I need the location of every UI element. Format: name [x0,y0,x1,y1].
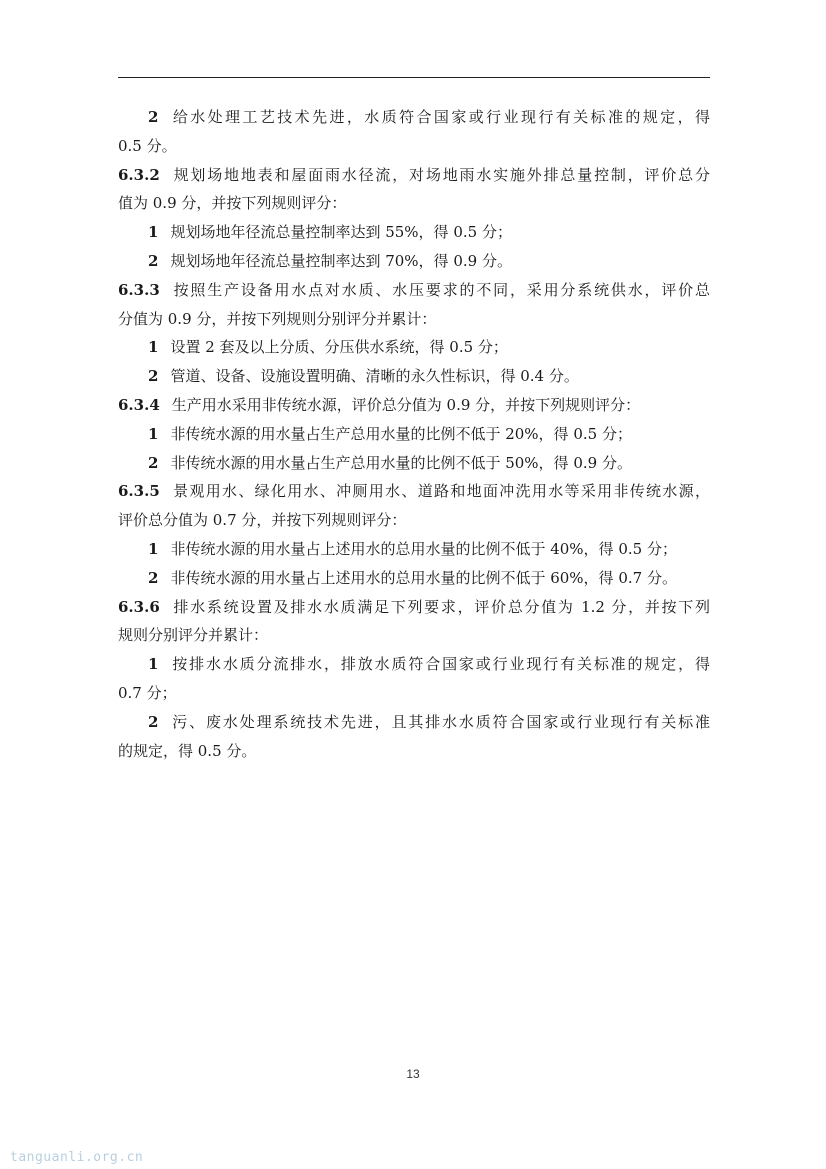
item-text-cont: 0.5 分。 [118,136,177,155]
watermark-text: tanguanli.org.cn [10,1150,144,1165]
clause-text-cont: 规则分别评分并累计： [118,626,269,645]
item-text: 非传统水源的用水量占上述用水的总用水量的比例不低于 60%，得 0.7 分。 [170,568,677,587]
clause-text-cont: 值为 0.9 分，并按下列规则评分： [118,194,347,213]
list-item [118,333,710,362]
item-text-cont: 0.7 分； [118,683,177,702]
item-text: 给水处理工艺技术先进，水质符合国家或行业现行有关标准的规定，得 [170,108,710,126]
item-number: 2 [148,108,159,126]
page-content [118,103,710,765]
clause-text-cont: 分值为 0.9 分，并按下列规则分别评分并累计： [118,309,437,328]
clause-6-3-6 [118,593,710,651]
item-number: 2 [148,568,159,587]
item-text: 非传统水源的用水量占生产总用水量的比例不低于 20%，得 0.5 分； [170,424,632,443]
item-text-cont: 的规定，得 0.5 分。 [118,741,257,760]
item-text: 设置 2 套及以上分质、分压供水系统，得 0.5 分； [170,338,508,357]
item-number: 2 [148,251,159,270]
item-text: 非传统水源的用水量占生产总用水量的比例不低于 50%，得 0.9 分。 [170,453,632,472]
list-item [118,218,710,247]
clause-text: 景观用水、绿化用水、冲厕用水、道路和地面冲洗用水等采用非传统水源， [171,482,710,501]
item-text: 非传统水源的用水量占上述用水的总用水量的比例不低于 40%，得 0.5 分； [170,539,677,558]
clause-6-3-2 [118,161,710,219]
list-item [118,708,710,766]
list-item [118,247,710,276]
item-text: 污、废水处理系统技术先进，且其排水水质符合国家或行业现行有关标准 [170,712,710,731]
list-item [118,564,710,593]
list-item [118,535,710,564]
item-text: 规划场地年径流总量控制率达到 70%，得 0.9 分。 [170,251,512,270]
clause-6-3-5 [118,477,710,535]
page-number: 13 [406,1067,420,1081]
clause-text: 按照生产设备用水点对水质、水压要求的不同，采用分系统供水，评价总 [171,280,710,299]
item-text: 按排水水质分流排水，排放水质符合国家或行业现行有关标准的规定，得 [170,655,710,674]
item-number: 2 [148,712,159,731]
clause-6-3-4 [118,391,710,420]
clause-6-3-3 [118,276,710,334]
clause-number: 6.3.2 [118,165,160,184]
clause-text: 排水系统设置及排水水质满足下列要求，评价总分值为 1.2 分，并按下列 [171,597,710,616]
list-item-water-treatment [118,103,710,161]
item-number: 1 [148,424,159,443]
item-number: 2 [148,367,159,386]
clause-text-cont: 评价总分值为 0.7 分，并按下列规则评分： [118,511,407,530]
clause-number: 6.3.3 [118,280,160,299]
clause-text: 规划场地地表和屋面雨水径流，对场地雨水实施外排总量控制，评价总分 [171,165,710,184]
item-text: 规划场地年径流总量控制率达到 55%，得 0.5 分； [170,223,512,242]
list-item [118,650,710,708]
item-number: 1 [148,338,159,357]
item-number: 1 [148,655,159,674]
item-number: 1 [148,539,159,558]
item-number: 1 [148,223,159,242]
clause-number: 6.3.4 [118,395,160,414]
clause-number: 6.3.6 [118,597,160,616]
list-item [118,449,710,478]
clause-number: 6.3.5 [118,482,160,501]
list-item [118,362,710,391]
header-rule [118,77,710,78]
clause-text: 生产用水采用非传统水源，评价总分值为 0.9 分，并按下列规则评分： [171,395,641,414]
list-item [118,420,710,449]
item-number: 2 [148,453,159,472]
item-text: 管道、设备、设施设置明确、清晰的永久性标识，得 0.4 分。 [170,367,579,386]
